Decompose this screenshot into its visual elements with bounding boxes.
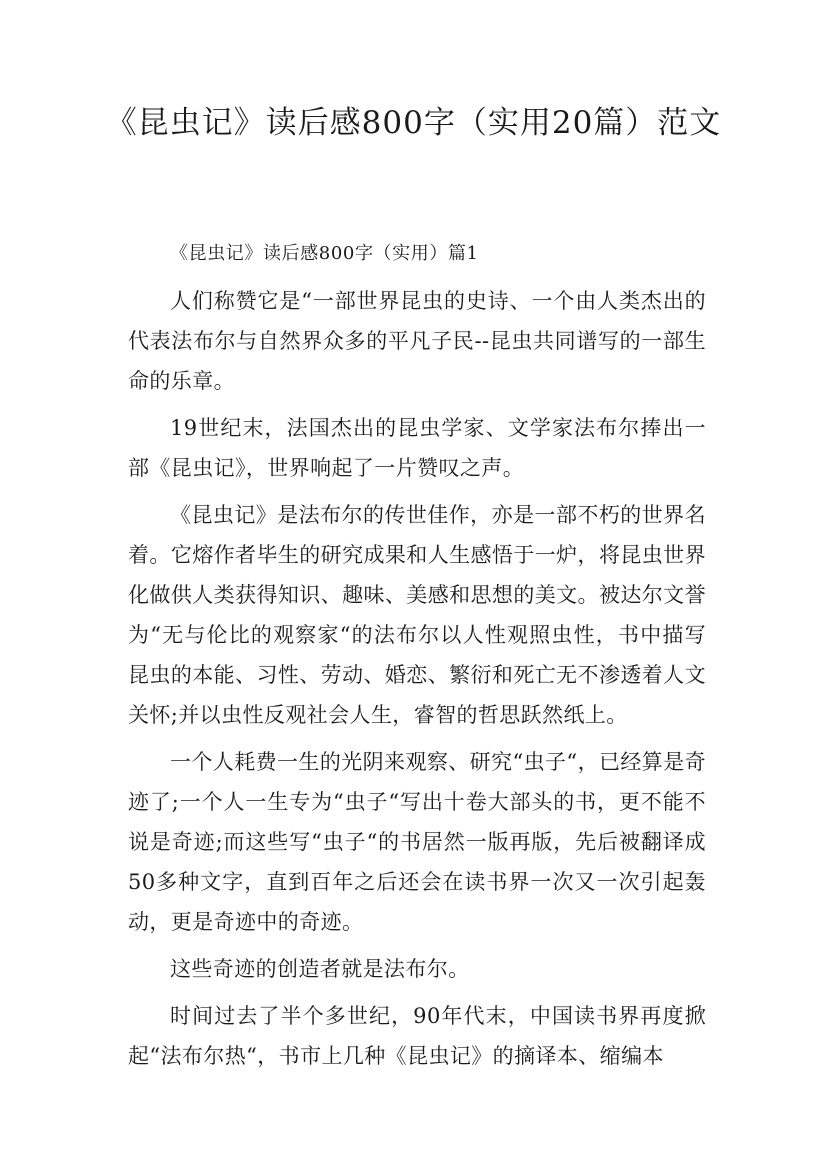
document-title: 《昆虫记》读后感800字（实用20篇）范文 xyxy=(105,105,722,141)
paragraph-1: 人们称赞它是“一部世界昆虫的史诗、一个由人类杰出的代表法布尔与自然界众多的平凡子民--昆虫共同谱写的一部生命的乐章。 xyxy=(128,289,706,393)
document-body xyxy=(128,234,706,1083)
section-heading: 《昆虫记》读后感800字（实用）篇1 xyxy=(170,243,479,264)
paragraph-4: 一个人耗费一生的光阴来观察、研究“虫子“，已经算是奇迹了;一个人一生专为“虫子“写出十卷大部头的书，更不能不说是奇迹;而这些写“虫子“的书居然一版再版，先后被翻译成50多种文字，直到百年之后还会在读书界一次又一次引起轰动，更是奇迹中的奇迹。 xyxy=(128,750,706,934)
paragraph-2: 19世纪末，法国杰出的昆虫学家、文学家法布尔捧出一部《昆虫记》，世界响起了一片赞叹之声。 xyxy=(128,416,706,480)
paragraph-5: 这些奇迹的创造者就是法布尔。 xyxy=(170,957,470,981)
paragraph-3: 《昆虫记》是法布尔的传世佳作，亦是一部不朽的世界名着。它熔作者毕生的研究成果和人生感悟于一炉，将昆虫世界化做供人类获得知识、趣味、美感和思想的美文。被达尔文誉为“无与伦比的观察家“的法布尔以人性观照虫性，书中描写昆虫的本能、习性、劳动、婚恋、繁衍和死亡无不渗透着人文关怀;并以虫性反观社会人生，睿智的哲思跃然纸上。 xyxy=(128,503,706,727)
paragraph-6: 时间过去了半个多世纪，90年代末，中国读书界再度掀起“法布尔热“，书市上几种《昆虫记》的摘译本、缩编本 xyxy=(128,1004,706,1068)
